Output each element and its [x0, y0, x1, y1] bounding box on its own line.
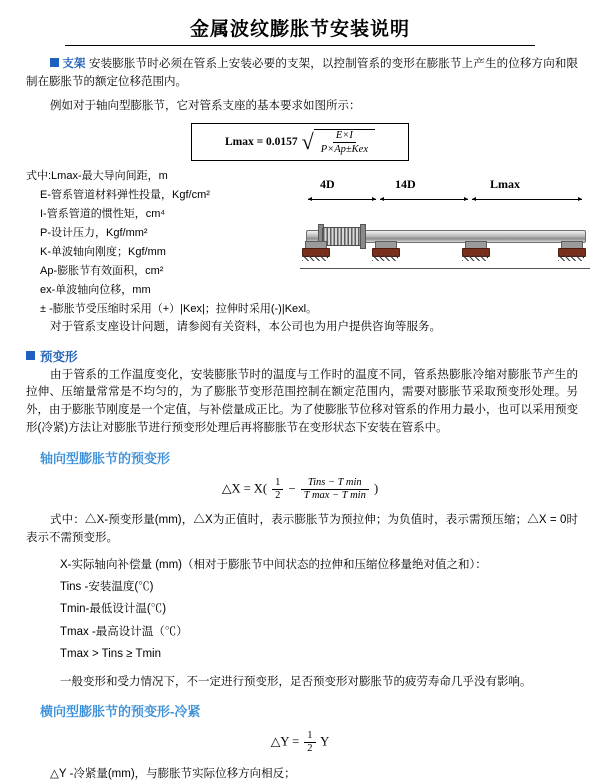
symbol-legend [26, 167, 318, 318]
legend-item: ± -膨胀节受压缩时采用（+）|Kex|；拉伸时采用(-)|Kexl。 [40, 302, 318, 315]
page-title: 金属波纹膨胀节安装说明 [189, 19, 410, 40]
axial-section-heading: 轴向型膨胀节的预变形 [40, 450, 171, 466]
sqrt-group-icon [302, 129, 375, 155]
legend-and-figure [0, 167, 600, 318]
lateral-formula-rhs: Y [320, 734, 330, 749]
lateral-section-heading: 横向型膨胀节的预变形-冷紧 [40, 704, 201, 720]
axial-variable-item: X-实际轴向补偿量 (mm)（相对于膨胀节中间状态的拉伸和压缩位移量绝对值之和）： [60, 558, 487, 571]
dimension-label-4d: 4D [320, 177, 335, 192]
axial-temp-numerator: Tins − T min [301, 477, 369, 490]
predeform-section-heading [26, 347, 600, 365]
ground-line [300, 268, 590, 269]
pipe-support-icon [302, 241, 328, 257]
radical-icon: √ [301, 129, 314, 155]
legend-item: P-设计压力，Kgf/mm² [40, 227, 148, 240]
lmax-fraction [314, 129, 375, 155]
legend-item: 式中:Lmax-最大导向间距，m [26, 170, 168, 183]
pipe-support-icon [558, 241, 584, 257]
dimension-label-14d: 14D [395, 177, 416, 192]
lateral-half-fraction [304, 730, 315, 755]
pipe-support-icon [462, 241, 488, 257]
axial-variable-item: Tmin-最低设计温(℃) [60, 603, 167, 616]
lateral-formula-lhs: △Y = [270, 734, 300, 749]
support-heading: 支架 [62, 58, 86, 70]
arrow-4d-icon [308, 199, 376, 200]
diagram-dimension-labels [300, 177, 590, 193]
axial-formula-lhs: △X = X( [221, 481, 267, 496]
document-page [0, 14, 600, 780]
predeform-heading-label: 预变形 [40, 349, 78, 364]
dimension-arrows [300, 194, 590, 206]
bellows-icon [322, 227, 362, 246]
predeform-paragraph: 由于管系的工作温度变化，安装膨胀节时的温度与工作时的温度不同，管系热膨胀冷缩对膨胀节产生的拉伸、压缩量常常是不均匀的，为了膨胀节变形范围控制在额定范围内，需要对膨胀节采取预变形处理。另外，由于膨胀节刚度是一个定值，与补偿量成正比。为了使膨胀节位移对管系的作用力最小，也可以采用预变形(冷紧)方法让对膨胀节进行预变形处理后再将膨胀节在变形状态下安装在管系中。 [26, 368, 578, 434]
axial-half-fraction [272, 477, 283, 502]
arrow-14d-icon [380, 199, 468, 200]
lmax-denominator: P×Ap±Kex [320, 144, 368, 156]
title-divider [65, 45, 535, 46]
pipe-assembly [300, 208, 590, 286]
lmax-formula [191, 123, 409, 161]
axial-formula [0, 477, 600, 502]
axial-temp-denominator: T max − T min [303, 489, 366, 501]
axial-variable-item: Tins -安装温度(℃) [60, 580, 154, 593]
arrow-lmax-icon [472, 199, 582, 200]
support-paragraph-1-text: 安装膨胀节时必须在管系上安装必要的支架，以控制管系的变形在膨胀节上产生的位移方向和限制在膨胀节的额定位移范围内。 [26, 58, 578, 88]
axial-formula-explanation: 式中：△X-预变形量(mm)，△X为正值时，表示膨胀节为预拉伸；为负值时，表示需预压缩；△X = 0时表示不需预变形。 [26, 513, 578, 544]
legend-item: I-管系管道的惯性矩，cm⁴ [40, 208, 166, 221]
legend-item: ex-单波轴向位移，mm [40, 283, 151, 296]
axial-note: 一般变形和受力情况下，不一定进行预变形，足否预变形对膨胀节的疲劳寿命几乎没有影响。 [60, 675, 532, 688]
pipe-support-icon [372, 241, 398, 257]
lateral-formula [0, 730, 600, 755]
axial-half-numerator: 1 [272, 477, 283, 490]
legend-item: K-单波轴向刚度；Kgf/mm [40, 246, 166, 259]
flange-icon [360, 224, 366, 249]
bullet-square-icon [50, 58, 59, 67]
support-section-closing: 对于管系支座设计问题，请参阅有关资料，本公司也为用户提供咨询等服务。 [50, 320, 441, 333]
lateral-half-numerator: 1 [304, 730, 315, 743]
axial-temp-fraction [301, 477, 369, 502]
support-section-paragraph-2: 例如对于轴向型膨胀节，它对管系支座的基本要求如图所示： [50, 99, 361, 112]
axial-half-denominator: 2 [275, 489, 281, 501]
axial-formula-minus: − [288, 481, 296, 496]
lmax-formula-lhs: Lmax = 0.0157 [224, 136, 298, 149]
lateral-formula-explanation: △Y -冷紧量(mm)，与膨胀节实际位移方向相反； [50, 767, 296, 780]
lmax-numerator: E×I [333, 130, 356, 143]
dimension-label-lmax: Lmax [490, 177, 520, 192]
axial-variable-list [60, 554, 600, 666]
axial-formula-rhs: ) [373, 481, 379, 496]
support-section-paragraph-1 [26, 56, 578, 92]
legend-item: Ap-膨胀节有效面积，cm² [40, 264, 164, 277]
axial-variable-item: Tmax -最高设计温（℃） [60, 625, 188, 638]
bullet-square-icon [26, 351, 35, 360]
lateral-half-denominator: 2 [307, 743, 313, 755]
legend-item: E-管系管道材料弹性投量，Kgf/cm² [40, 189, 210, 202]
axial-variable-item: Tmax > Tins ≥ Tmin [60, 648, 161, 661]
expansion-joint-diagram [300, 177, 590, 286]
